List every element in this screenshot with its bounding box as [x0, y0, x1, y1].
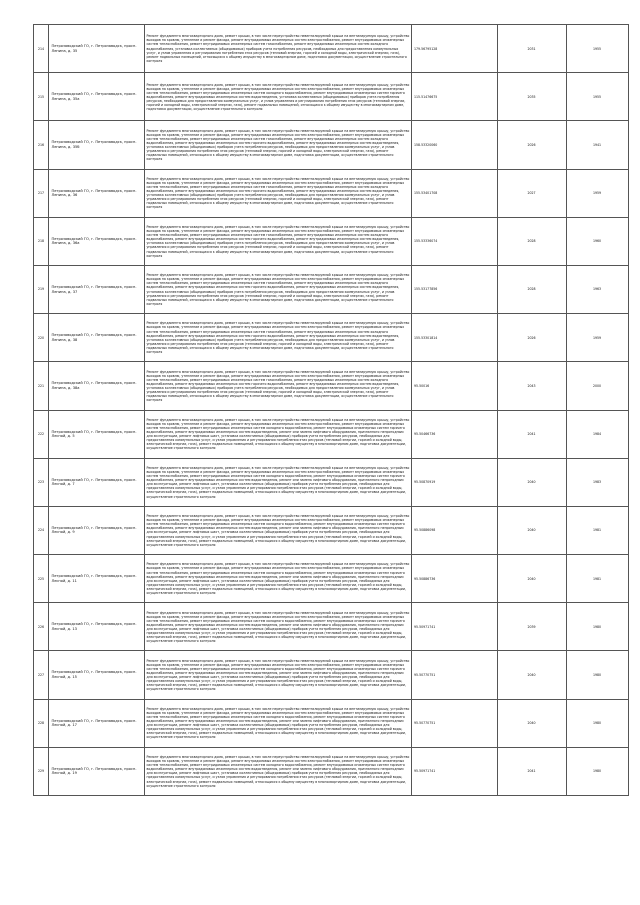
cost-cell: 155.53301814 [412, 314, 498, 362]
cost-cell: 155.53401708 [412, 169, 498, 217]
address-cell: Петрозаводский ГО, г. Петрозаводск, просп. Лесной, д. 11 [49, 555, 145, 603]
planned-year-cell: 2043 [497, 362, 566, 410]
table-body [34, 25, 629, 796]
works-description-cell: Ремонт фундамента многоквартирного дома, ремонт крыши, в том числе переустройство невентилируемой крыши на вентилируемую крышу, устройство выходов на кровлю, утепление и ремонт фасада, ремонт внутридомовых инженерных систем электроснабжения, ремонт внутридомовых инженерных систем теплоснабжения, ремонт внутридомовых инженерных систем холодного водоснабжения, ремонт внутридомовых инженерных систем горячего водоснабжения, ремонт внутридомовых инженерных систем водоотведения, ремонт или замена лифтового оборудования, признанного непригодным для эксплуатации, ремонт лифтовых шахт, установка коллективных (общедомовых) приборов учета потребления ресурсов, необходимых для предоставления коммунальных услуг, и узлов управления и регулирования потребления этих ресурсов (тепловой энергии, горячей и холодной воды, электрической энергии, газа), ремонт подвальных помещений, относящихся к общему имуществу в многоквартирном доме, подготовка документации, осуществление строительного контроля [145, 699, 412, 747]
address-cell: Петрозаводский ГО, г. Петрозаводск, просп. Ленина, д. 36 [49, 169, 145, 217]
row-number: 226 [34, 603, 49, 651]
planned-year-cell: 2039 [497, 603, 566, 651]
address-cell: Петрозаводский ГО, г. Петрозаводск, просп. Ленина, д. 36а [49, 217, 145, 265]
planned-year-cell: 2027 [497, 169, 566, 217]
planned-year-cell: 2040 [497, 458, 566, 506]
cost-cell: 155.53336074 [412, 217, 498, 265]
table-row [34, 25, 629, 73]
commissioning-year-cell: 1980 [566, 651, 628, 699]
address-cell: Петрозаводский ГО, г. Петрозаводск, просп. Ленина, д. 38 [49, 314, 145, 362]
works-description-cell: Ремонт фундамента многоквартирного дома, ремонт крыши, в том числе переустройство невентилируемой крыши на вентилируемую крышу, устройство выходов на кровлю, утепление и ремонт фасада, ремонт внутридомовых инженерных систем электроснабжения, ремонт внутридомовых инженерных систем теплоснабжения, ремонт внутридомовых инженерных систем холодного водоснабжения, ремонт внутридомовых инженерных систем горячего водоснабжения, ремонт внутридомовых инженерных систем водоотведения, ремонт или замена лифтового оборудования, признанного непригодным для эксплуатации, ремонт лифтовых шахт, установка коллективных (общедомовых) приборов учета потребления ресурсов, необходимых для предоставления коммунальных услуг, и узлов управления и регулирования потребления этих ресурсов (тепловой энергии, горячей и холодной воды, электрической энергии, газа), ремонт подвальных помещений, относящихся к общему имуществу в многоквартирном доме, подготовка документации, осуществление строительного контроля [145, 603, 412, 651]
cost-cell: 115.51476675 [412, 73, 498, 121]
cost-cell: 155.53177856 [412, 265, 498, 313]
table-row [34, 747, 629, 795]
commissioning-year-cell: 2000 [566, 362, 628, 410]
address-cell: Петрозаводский ГО, г. Петрозаводск, просп. Лесной, д. 7 [49, 458, 145, 506]
cost-cell: 95.50971741 [412, 603, 498, 651]
works-description-cell: Ремонт фундамента многоквартирного дома, ремонт крыши, в том числе переустройство невентилируемой крыши на вентилируемую крышу, устройство выходов на кровлю, утепление и ремонт фасада, ремонт внутридомовых инженерных систем электроснабжения, ремонт внутридомовых инженерных систем теплоснабжения, ремонт внутридомовых инженерных систем газоснабжения, ремонт внутридомовых инженерных систем холодного водоснабжения, ремонт внутридомовых инженерных систем горячего водоснабжения, ремонт внутридомовых инженерных систем водоотведения, установка коллективных (общедомовых) приборов учета потребления ресурсов, необходимых для предоставления коммунальных услуг, и узлов управления и регулирования потребления этих ресурсов (тепловой энергии, горячей и холодной воды, электрической энергии, газа), ремонт подвальных помещений, относящихся к общему имуществу в многоквартирном доме, подготовка документации, осуществление строительного контроля [145, 314, 412, 362]
address-cell: Петрозаводский ГО, г. Петрозаводск, просп. Лесной, д. 15 [49, 651, 145, 699]
works-description-cell: Ремонт фундамента многоквартирного дома, ремонт крыши, в том числе переустройство невентилируемой крыши на вентилируемую крышу, устройство выходов на кровлю, утепление и ремонт фасада, ремонт внутридомовых инженерных систем электроснабжения, ремонт внутридомовых инженерных систем теплоснабжения, ремонт внутридомовых инженерных систем газоснабжения, ремонт внутридомовых инженерных систем холодного водоснабжения, ремонт внутридомовых инженерных систем горячего водоснабжения, ремонт внутридомовых инженерных систем водоотведения, установка коллективных (общедомовых) приборов учета потребления ресурсов, необходимых для предоставления коммунальных услуг, и узлов управления и регулирования потребления этих ресурсов (тепловой энергии, горячей и холодной воды, электрической энергии, газа), ремонт подвальных помещений, относящихся к общему имуществу в многоквартирном доме, подготовка документации, осуществление строительного контроля [145, 169, 412, 217]
planned-year-cell: 2026 [497, 314, 566, 362]
cost-cell: 95.50971741 [412, 747, 498, 795]
row-number: 214 [34, 25, 49, 73]
row-number: 222 [34, 410, 49, 458]
commissioning-year-cell: 1960 [566, 217, 628, 265]
cost-cell: 95.50770751 [412, 699, 498, 747]
works-description-cell: Ремонт фундамента многоквартирного дома, ремонт крыши, в том числе переустройство невентилируемой крыши на вентилируемую крышу, устройство выходов на кровлю, утепление и ремонт фасада, ремонт внутридомовых инженерных систем электроснабжения, ремонт внутридомовых инженерных систем теплоснабжения, ремонт внутридомовых инженерных систем холодного водоснабжения, ремонт внутридомовых инженерных систем горячего водоснабжения, ремонт внутридомовых инженерных систем водоотведения, ремонт или замена лифтового оборудования, признанного непригодным для эксплуатации, ремонт лифтовых шахт, установка коллективных (общедомовых) приборов учета потребления ресурсов, необходимых для предоставления коммунальных услуг, и узлов управления и регулирования потребления этих ресурсов (тепловой энергии, горячей и холодной воды, электрической энергии, газа), ремонт подвальных помещений, относящихся к общему имуществу в многоквартирном доме, подготовка документации, осуществление строительного контроля [145, 747, 412, 795]
row-number: 227 [34, 651, 49, 699]
cost-cell: 95.50466736 [412, 410, 498, 458]
row-number: 221 [34, 362, 49, 410]
cost-cell: 179.56795128 [412, 25, 498, 73]
works-description-cell: Ремонт фундамента многоквартирного дома, ремонт крыши, в том числе переустройство невентилируемой крыши на вентилируемую крышу, устройство выходов на кровлю, утепление и ремонт фасада, ремонт внутридомовых инженерных систем электроснабжения, ремонт внутридомовых инженерных систем теплоснабжения, ремонт внутридомовых инженерных систем холодного водоснабжения, ремонт внутридомовых инженерных систем горячего водоснабжения, ремонт внутридомовых инженерных систем водоотведения, ремонт или замена лифтового оборудования, признанного непригодным для эксплуатации, ремонт лифтовых шахт, установка коллективных (общедомовых) приборов учета потребления ресурсов, необходимых для предоставления коммунальных услуг, и узлов управления и регулирования потребления этих ресурсов (тепловой энергии, горячей и холодной воды, электрической энергии, газа), ремонт подвальных помещений, относящихся к общему имуществу в многоквартирном доме, подготовка документации, осуществление строительного контроля [145, 506, 412, 554]
table-row [34, 506, 629, 554]
table-row [34, 458, 629, 506]
planned-year-cell: 2040 [497, 506, 566, 554]
row-number: 225 [34, 555, 49, 603]
table-row [34, 603, 629, 651]
commissioning-year-cell: 1984 [566, 410, 628, 458]
row-number: 224 [34, 506, 49, 554]
address-cell: Петрозаводский ГО, г. Петрозаводск, просп. Ленина, д. 35а [49, 73, 145, 121]
row-number: 216 [34, 121, 49, 169]
table-row [34, 699, 629, 747]
commissioning-year-cell: 1981 [566, 506, 628, 554]
address-cell: Петрозаводский ГО, г. Петрозаводск, просп. Лесной, д. 9 [49, 506, 145, 554]
works-description-cell: Ремонт фундамента многоквартирного дома, ремонт крыши, в том числе переустройство невентилируемой крыши на вентилируемую крышу, устройство выходов на кровлю, утепление и ремонт фасада, ремонт внутридомовых инженерных систем электроснабжения, ремонт внутридомовых инженерных систем теплоснабжения, ремонт внутридомовых инженерных систем холодного водоснабжения, ремонт внутридомовых инженерных систем горячего водоснабжения, ремонт внутридомовых инженерных систем водоотведения, ремонт или замена лифтового оборудования, признанного непригодным для эксплуатации, ремонт лифтовых шахт, установка коллективных (общедомовых) приборов учета потребления ресурсов, необходимых для предоставления коммунальных услуг, и узлов управления и регулирования потребления этих ресурсов (тепловой энергии, горячей и холодной воды, электрической энергии, газа), ремонт подвальных помещений, относящихся к общему имуществу в многоквартирном доме, подготовка документации, осуществление строительного контроля [145, 651, 412, 699]
document-page [33, 24, 611, 796]
row-number: 219 [34, 265, 49, 313]
planned-year-cell: 2028 [497, 217, 566, 265]
table-row [34, 121, 629, 169]
commissioning-year-cell: 1981 [566, 555, 628, 603]
commissioning-year-cell: 1983 [566, 458, 628, 506]
planned-year-cell: 2041 [497, 410, 566, 458]
address-cell: Петрозаводский ГО, г. Петрозаводск, просп. Лесной, д. 19 [49, 747, 145, 795]
row-number: 229 [34, 747, 49, 795]
planned-year-cell: 2026 [497, 121, 566, 169]
planned-year-cell: 2028 [497, 265, 566, 313]
address-cell: Петрозаводский ГО, г. Петрозаводск, просп. Лесной, д. 5 [49, 410, 145, 458]
works-description-cell: Ремонт фундамента многоквартирного дома, ремонт крыши, в том числе переустройство невентилируемой крыши на вентилируемую крышу, устройство выходов на кровлю, утепление и ремонт фасада, ремонт внутридомовых инженерных систем электроснабжения, ремонт внутридомовых инженерных систем теплоснабжения, ремонт внутридомовых инженерных систем газоснабжения, ремонт внутридомовых инженерных систем холодного водоснабжения, ремонт внутридомовых инженерных систем горячего водоснабжения, ремонт внутридомовых инженерных систем водоотведения, установка коллективных (общедомовых) приборов учета потребления ресурсов, необходимых для предоставления коммунальных услуг, и узлов управления и регулирования потребления этих ресурсов (тепловой энергии, горячей и холодной воды, электрической энергии, газа), ремонт подвальных помещений, относящихся к общему имуществу в многоквартирном доме, подготовка документации, осуществление строительного контроля [145, 265, 412, 313]
planned-year-cell: 2040 [497, 651, 566, 699]
works-description-cell: Ремонт фундамента многоквартирного дома, ремонт крыши, в том числе переустройство невентилируемой крыши на вентилируемую крышу, устройство выходов на кровлю, утепление и ремонт фасада, ремонт внутридомовых инженерных систем электроснабжения, ремонт внутридомовых инженерных систем теплоснабжения, ремонт внутридомовых инженерных систем холодного водоснабжения, ремонт внутридомовых инженерных систем горячего водоснабжения, ремонт внутридомовых инженерных систем водоотведения, установка коллективных (общедомовых) приборов учета потребления ресурсов, необходимых для предоставления коммунальных услуг, и узлов управления и регулирования потребления этих ресурсов (тепловой энергии, горячей и холодной воды, электрической энергии, газа), ремонт подвальных помещений, относящихся к общему имуществу в многоквартирном доме, подготовка документации, осуществление строительного контроля [145, 73, 412, 121]
planned-year-cell: 2035 [497, 73, 566, 121]
commissioning-year-cell: 1980 [566, 699, 628, 747]
cost-cell: 158.53320060 [412, 121, 498, 169]
address-cell: Петрозаводский ГО, г. Петрозаводск, просп. Лесной, д. 13 [49, 603, 145, 651]
table-row [34, 73, 629, 121]
cost-cell: 95.50886098 [412, 506, 498, 554]
works-description-cell: Ремонт фундамента многоквартирного дома, ремонт крыши, в том числе переустройство невентилируемой крыши на вентилируемую крышу, устройство выходов на кровлю, утепление и ремонт фасада, ремонт внутридомовых инженерных систем электроснабжения, ремонт внутридомовых инженерных систем теплоснабжения, ремонт внутридомовых инженерных систем холодного водоснабжения, ремонт внутридомовых инженерных систем горячего водоснабжения, ремонт внутридомовых инженерных систем водоотведения, ремонт или замена лифтового оборудования, признанного непригодным для эксплуатации, ремонт лифтовых шахт, установка коллективных (общедомовых) приборов учета потребления ресурсов, необходимых для предоставления коммунальных услуг, и узлов управления и регулирования потребления этих ресурсов (тепловой энергии, горячей и холодной воды, электрической энергии, газа), ремонт подвальных помещений, относящихся к общему имуществу в многоквартирном доме, подготовка документации, осуществление строительного контроля [145, 458, 412, 506]
commissioning-year-cell: 1980 [566, 747, 628, 795]
works-description-cell: Ремонт фундамента многоквартирного дома, ремонт крыши, в том числе переустройство невентилируемой крыши на вентилируемую крышу, устройство выходов на кровлю, утепление и ремонт фасада, ремонт внутридомовых инженерных систем электроснабжения, ремонт внутридомовых инженерных систем теплоснабжения, ремонт внутридомовых инженерных систем газоснабжения, ремонт внутридомовых инженерных систем холодного водоснабжения, установка коллективных (общедомовых) приборов учета потребления ресурсов, необходимых для предоставления коммунальных услуг, и узлов управления и регулирования потребления этих ресурсов (тепловой энергии, горячей и холодной воды, электрической энергии, газа), ремонт подвальных помещений, относящихся к общему имуществу в многоквартирном доме, подготовка документации, осуществление строительного контроля [145, 25, 412, 73]
table-row [34, 410, 629, 458]
commissioning-year-cell: 1980 [566, 603, 628, 651]
cost-cell: 95.50886736 [412, 555, 498, 603]
table-row [34, 314, 629, 362]
commissioning-year-cell: 1955 [566, 25, 628, 73]
planned-year-cell: 2040 [497, 555, 566, 603]
commissioning-year-cell: 1963 [566, 265, 628, 313]
row-number: 228 [34, 699, 49, 747]
address-cell: Петрозаводский ГО, г. Петрозаводск, просп. Ленина, д. 37 [49, 265, 145, 313]
works-description-cell: Ремонт фундамента многоквартирного дома, ремонт крыши, в том числе переустройство невентилируемой крыши на вентилируемую крышу, устройство выходов на кровлю, утепление и ремонт фасада, ремонт внутридомовых инженерных систем электроснабжения, ремонт внутридомовых инженерных систем теплоснабжения, ремонт внутридомовых инженерных систем газоснабжения, ремонт внутридомовых инженерных систем холодного водоснабжения, ремонт внутридомовых инженерных систем горячего водоснабжения, ремонт внутридомовых инженерных систем водоотведения, установка коллективных (общедомовых) приборов учета потребления ресурсов, необходимых для предоставления коммунальных услуг, и узлов управления и регулирования потребления этих ресурсов (тепловой энергии, горячей и холодной воды, электрической энергии, газа), ремонт подвальных помещений, относящихся к общему имуществу в многоквартирном доме, подготовка документации, осуществление строительного контроля [145, 121, 412, 169]
planned-year-cell: 2041 [497, 747, 566, 795]
table-row [34, 555, 629, 603]
commissioning-year-cell: 1955 [566, 73, 628, 121]
works-description-cell: Ремонт фундамента многоквартирного дома, ремонт крыши, в том числе переустройство невентилируемой крыши на вентилируемую крышу, устройство выходов на кровлю, утепление и ремонт фасада, ремонт внутридомовых инженерных систем электроснабжения, ремонт внутридомовых инженерных систем теплоснабжения, ремонт внутридомовых инженерных систем газоснабжения, ремонт внутридомовых инженерных систем холодного водоснабжения, ремонт внутридомовых инженерных систем горячего водоснабжения, ремонт внутридомовых инженерных систем водоотведения, установка коллективных (общедомовых) приборов учета потребления ресурсов, необходимых для предоставления коммунальных услуг, и узлов управления и регулирования потребления этих ресурсов (тепловой энергии, горячей и холодной воды, электрической энергии, газа), ремонт подвальных помещений, относящихся к общему имуществу в многоквартирном доме, подготовка документации, осуществление строительного контроля [145, 362, 412, 410]
table-row [34, 217, 629, 265]
cost-cell: 95.50870919 [412, 458, 498, 506]
table-row [34, 265, 629, 313]
row-number: 220 [34, 314, 49, 362]
address-cell: Петрозаводский ГО, г. Петрозаводск, просп. Лесной, д. 17 [49, 699, 145, 747]
cost-cell: 95.50770751 [412, 651, 498, 699]
capital-repair-table [33, 24, 629, 796]
works-description-cell: Ремонт фундамента многоквартирного дома, ремонт крыши, в том числе переустройство невентилируемой крыши на вентилируемую крышу, устройство выходов на кровлю, утепление и ремонт фасада, ремонт внутридомовых инженерных систем электроснабжения, ремонт внутридомовых инженерных систем теплоснабжения, ремонт внутридомовых инженерных систем холодного водоснабжения, ремонт внутридомовых инженерных систем горячего водоснабжения, ремонт внутридомовых инженерных систем водоотведения, ремонт или замена лифтового оборудования, признанного непригодным для эксплуатации, ремонт лифтовых шахт, установка коллективных (общедомовых) приборов учета потребления ресурсов, необходимых для предоставления коммунальных услуг, и узлов управления и регулирования потребления этих ресурсов (тепловой энергии, горячей и холодной воды, электрической энергии, газа), ремонт подвальных помещений, относящихся к общему имуществу в многоквартирном доме, подготовка документации, осуществление строительного контроля [145, 555, 412, 603]
table-row [34, 169, 629, 217]
commissioning-year-cell: 1959 [566, 169, 628, 217]
planned-year-cell: 2040 [497, 699, 566, 747]
commissioning-year-cell: 1941 [566, 121, 628, 169]
row-number: 218 [34, 217, 49, 265]
address-cell: Петрозаводский ГО, г. Петрозаводск, просп. Ленина, д. 35 [49, 25, 145, 73]
planned-year-cell: 2031 [497, 25, 566, 73]
works-description-cell: Ремонт фундамента многоквартирного дома, ремонт крыши, в том числе переустройство невентилируемой крыши на вентилируемую крышу, устройство выходов на кровлю, утепление и ремонт фасада, ремонт внутридомовых инженерных систем электроснабжения, ремонт внутридомовых инженерных систем теплоснабжения, ремонт внутридомовых инженерных систем газоснабжения, ремонт внутридомовых инженерных систем холодного водоснабжения, ремонт внутридомовых инженерных систем горячего водоснабжения, ремонт внутридомовых инженерных систем водоотведения, установка коллективных (общедомовых) приборов учета потребления ресурсов, необходимых для предоставления коммунальных услуг, и узлов управления и регулирования потребления этих ресурсов (тепловой энергии, горячей и холодной воды, электрической энергии, газа), ремонт подвальных помещений, относящихся к общему имуществу в многоквартирном доме, подготовка документации, осуществление строительного контроля [145, 217, 412, 265]
address-cell: Петрозаводский ГО, г. Петрозаводск, просп. Ленина, д. 38а [49, 362, 145, 410]
commissioning-year-cell: 1959 [566, 314, 628, 362]
works-description-cell: Ремонт фундамента многоквартирного дома, ремонт крыши, в том числе переустройство невентилируемой крыши на вентилируемую крышу, устройство выходов на кровлю, утепление и ремонт фасада, ремонт внутридомовых инженерных систем электроснабжения, ремонт внутридомовых инженерных систем теплоснабжения, ремонт внутридомовых инженерных систем холодного водоснабжения, ремонт внутридомовых инженерных систем горячего водоснабжения, ремонт внутридомовых инженерных систем водоотведения, ремонт или замена лифтового оборудования, признанного непригодным для эксплуатации, ремонт лифтовых шахт, установка коллективных (общедомовых) приборов учета потребления ресурсов, необходимых для предоставления коммунальных услуг, и узлов управления и регулирования потребления этих ресурсов (тепловой энергии, горячей и холодной воды, электрической энергии, газа), ремонт подвальных помещений, относящихся к общему имуществу в многоквартирном доме, подготовка документации, осуществление строительного контроля [145, 410, 412, 458]
cost-cell: 95.50016 [412, 362, 498, 410]
row-number: 215 [34, 73, 49, 121]
row-number: 217 [34, 169, 49, 217]
table-row [34, 362, 629, 410]
row-number: 223 [34, 458, 49, 506]
address-cell: Петрозаводский ГО, г. Петрозаводск, просп. Ленина, д. 35б [49, 121, 145, 169]
table-row [34, 651, 629, 699]
